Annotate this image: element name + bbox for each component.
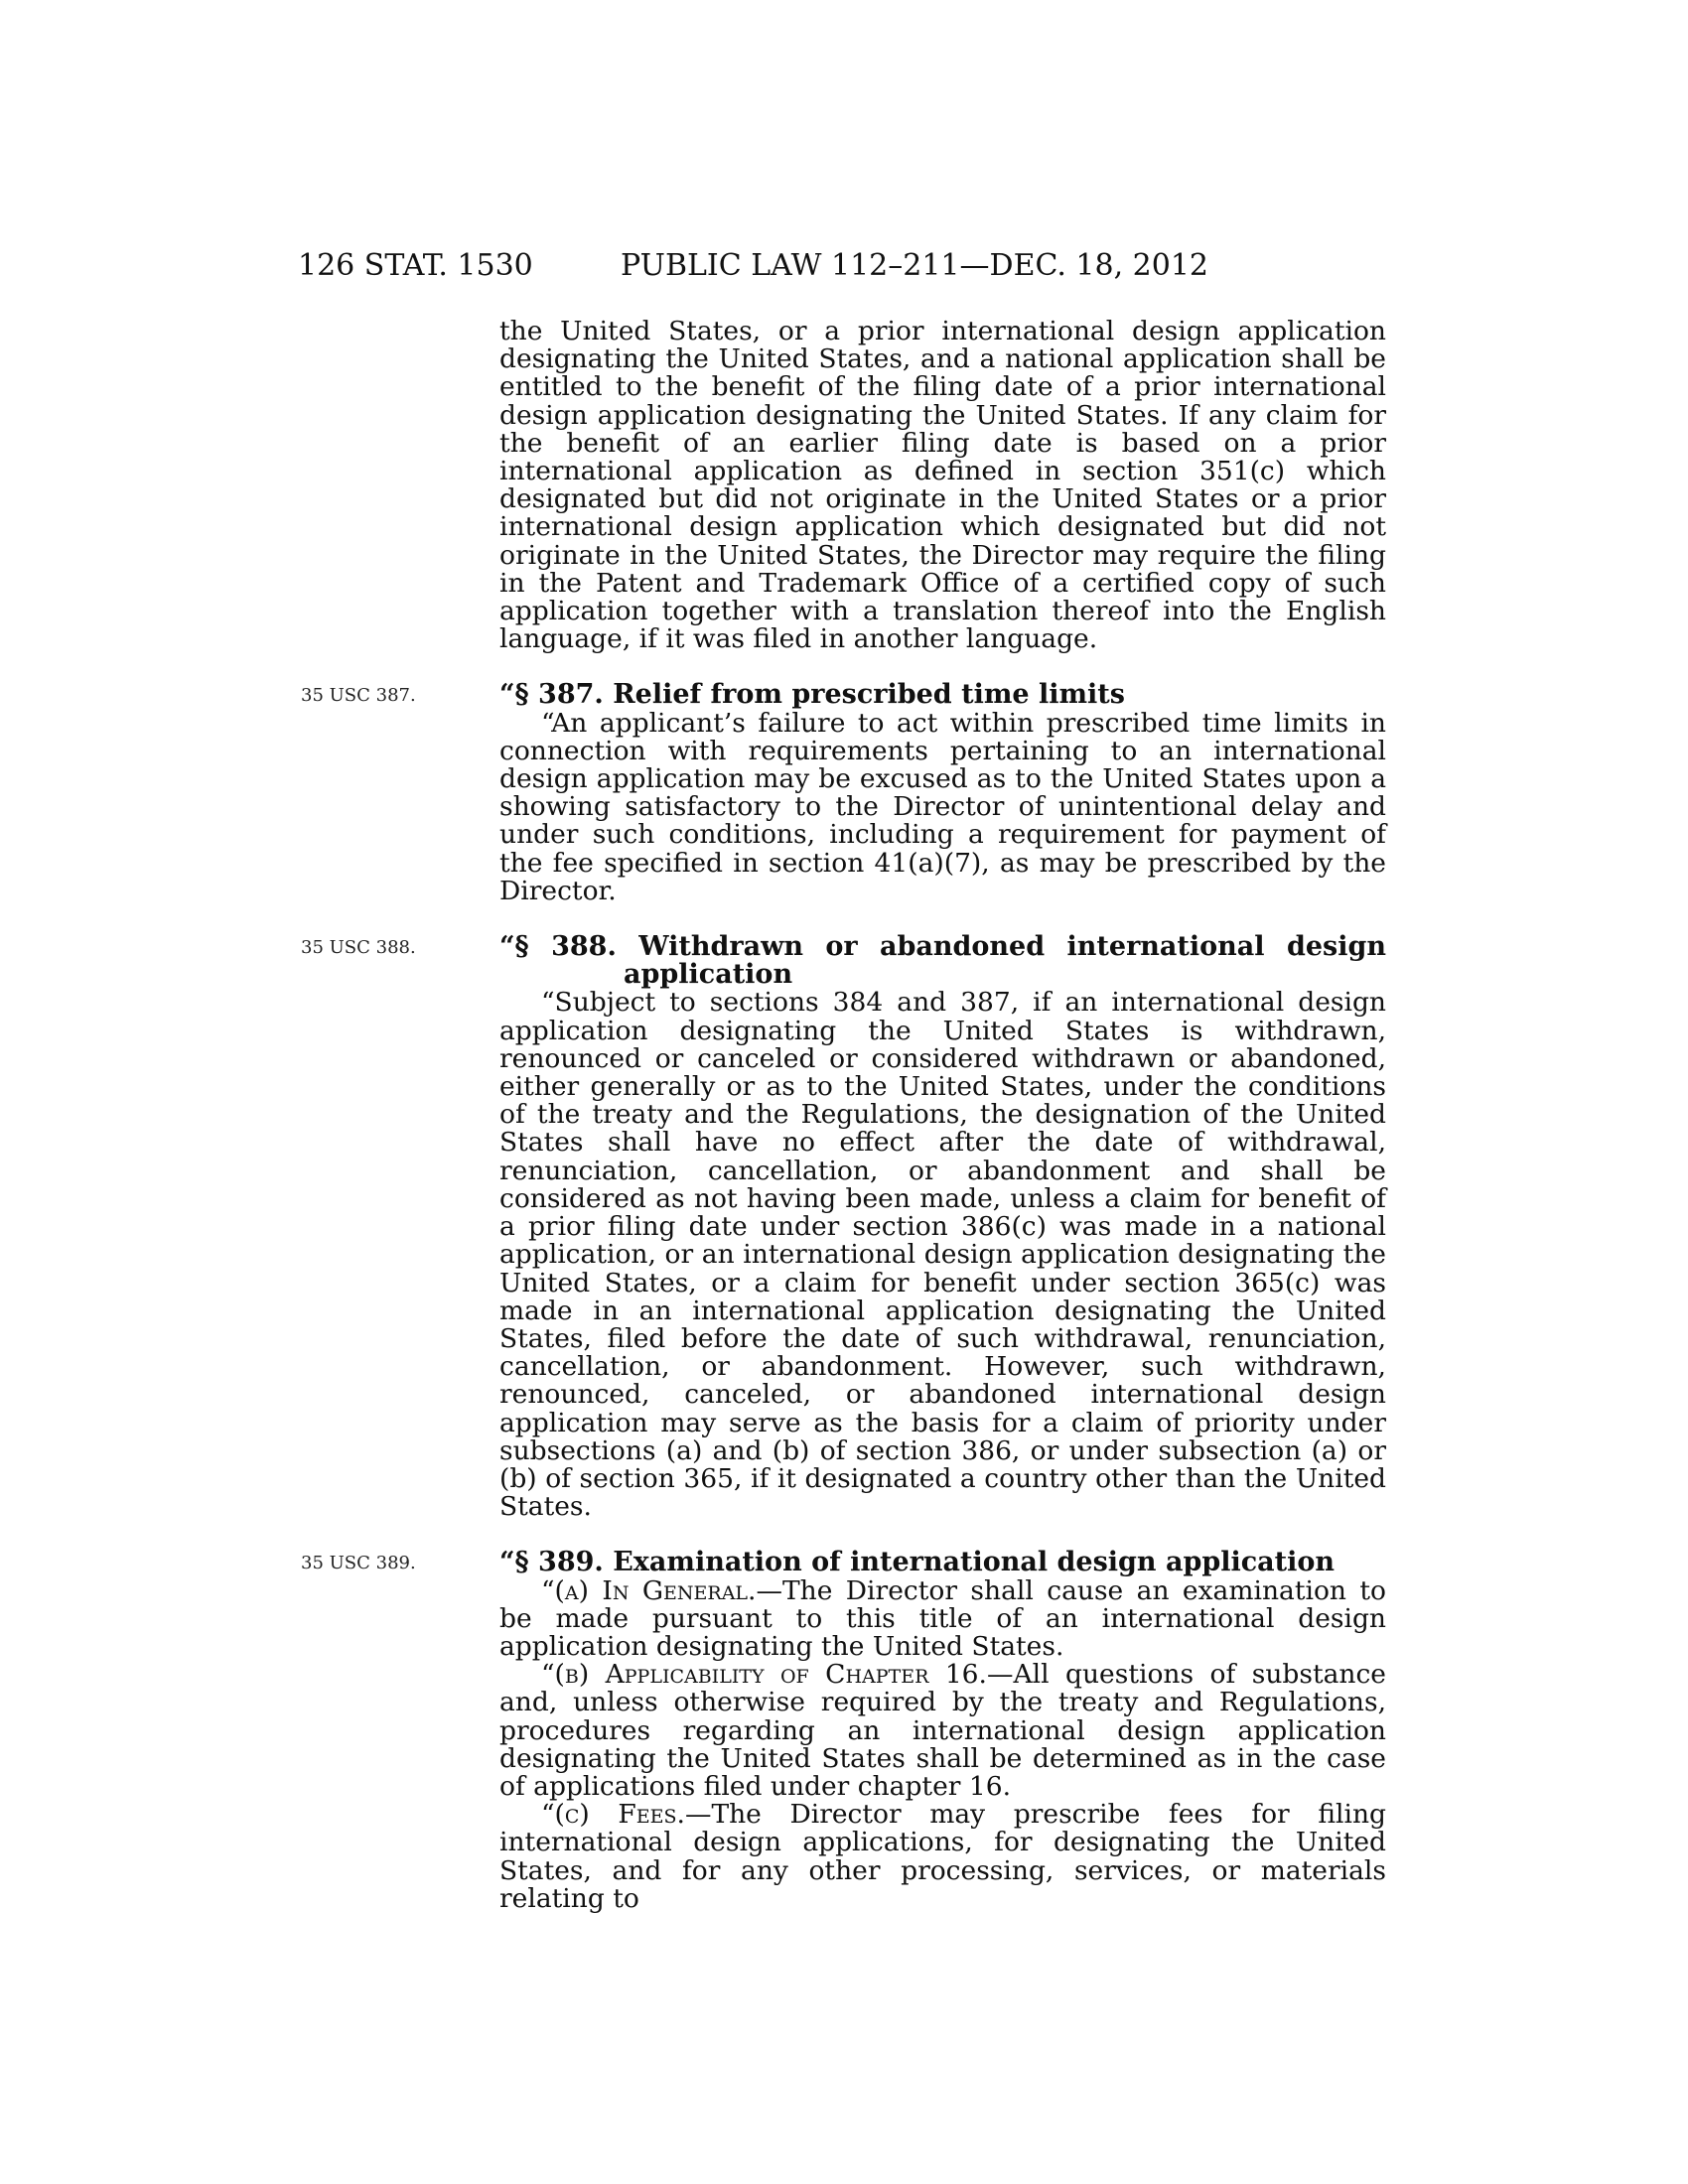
section-389 xyxy=(301,1547,1386,1914)
subsection-c xyxy=(499,1801,1386,1913)
section-heading-387: “§ 387. Relief from prescribed time limits xyxy=(499,679,1125,711)
subsection-a-text: —The Director shall cause an examination to be made pursuant to this title of an international design application designating the United States. xyxy=(499,1574,1386,1662)
subsection-c-label: “(c) Fees. xyxy=(541,1799,685,1831)
running-head: PUBLIC LAW 112–211—DEC. 18, 2012 xyxy=(621,248,1209,283)
main-text-column xyxy=(301,316,1386,1914)
margin-citation-389: 35 USC 389. xyxy=(301,1553,416,1574)
section-heading-388-line2: application xyxy=(624,959,793,991)
section-388 xyxy=(301,931,1386,1523)
subsection-b-label: “(b) Applicability of Chapter 16. xyxy=(541,1659,987,1691)
margin-citation-388: 35 USC 388. xyxy=(301,937,416,959)
section-heading-388-line1: “§ 388. Withdrawn or abandoned international design xyxy=(499,931,1386,963)
subsection-b-text: —All questions of substance and, unless otherwise required by the treaty and Regulations, procedures regarding an international design application designating the United States shall be determined as in the case of applications filed under chapter 16. xyxy=(499,1659,1386,1802)
margin-citation-387: 35 USC 387. xyxy=(301,685,416,707)
section-heading-388 xyxy=(499,933,1386,989)
stat-page-number: 126 STAT. 1530 xyxy=(298,248,533,283)
section-body-387: “An applicant’s failure to act within prescribed time limits in connection with requirements pertaining to an international design application may be excused as to the United States upon a showing satisfactory to the Director of unintentional delay and under such conditions, including a requirement for payment of the fee specified in section 41(a)(7), as may be prescribed by the Director. xyxy=(499,707,1386,906)
subsection-b xyxy=(499,1661,1386,1801)
subsection-a xyxy=(499,1574,1386,1662)
page-header xyxy=(298,248,1390,288)
subsection-c-text: —The Director may prescribe fees for filing international design applications, for designating the United States, and for any other processing, services, or materials relating to xyxy=(499,1799,1386,1914)
subsection-a-label: “(a) In General. xyxy=(541,1574,757,1606)
section-387 xyxy=(301,679,1386,906)
section-heading-389: “§ 389. Examination of international design application xyxy=(499,1547,1336,1578)
continued-paragraph: the United States, or a prior international design application designating the United States, and a national application shall be entitled to the benefit of the filing date of a prior international design application designating the United States. If any claim for the benefit of an earlier filing date is based on a prior international application as defined in section 351(c) which designated but did not originate in the United States or a prior international design application which designated but did not originate in the United States, the Director may require the filing in the Patent and Trademark Office of a certified copy of such application together with a translation thereof into the English language, if it was filed in another language. xyxy=(499,316,1386,655)
section-body-388: “Subject to sections 384 and 387, if an international design application designating the United States is withdrawn, renounced or canceled or considered withdrawn or abandoned, either generally or as to the United States, under the conditions of the treaty and the Regulations, the designation of the United States shall have no effect after the date of withdrawal, renunciation, cancellation, or abandonment and shall be considered as not having been made, unless a claim for benefit of a prior filing date under section 386(c) was made in a national application, or an international design application designating the United States, or a claim for benefit under section 365(c) was made in an international application designating the United States, filed before the date of such withdrawal, renunciation, cancellation, or abandonment. However, such withdrawn, renounced, canceled, or abandoned international design application may serve as the basis for a claim of priority under subsections (a) and (b) of section 386, or under subsection (a) or (b) of section 365, if it designated a country other than the United States. xyxy=(499,987,1386,1523)
